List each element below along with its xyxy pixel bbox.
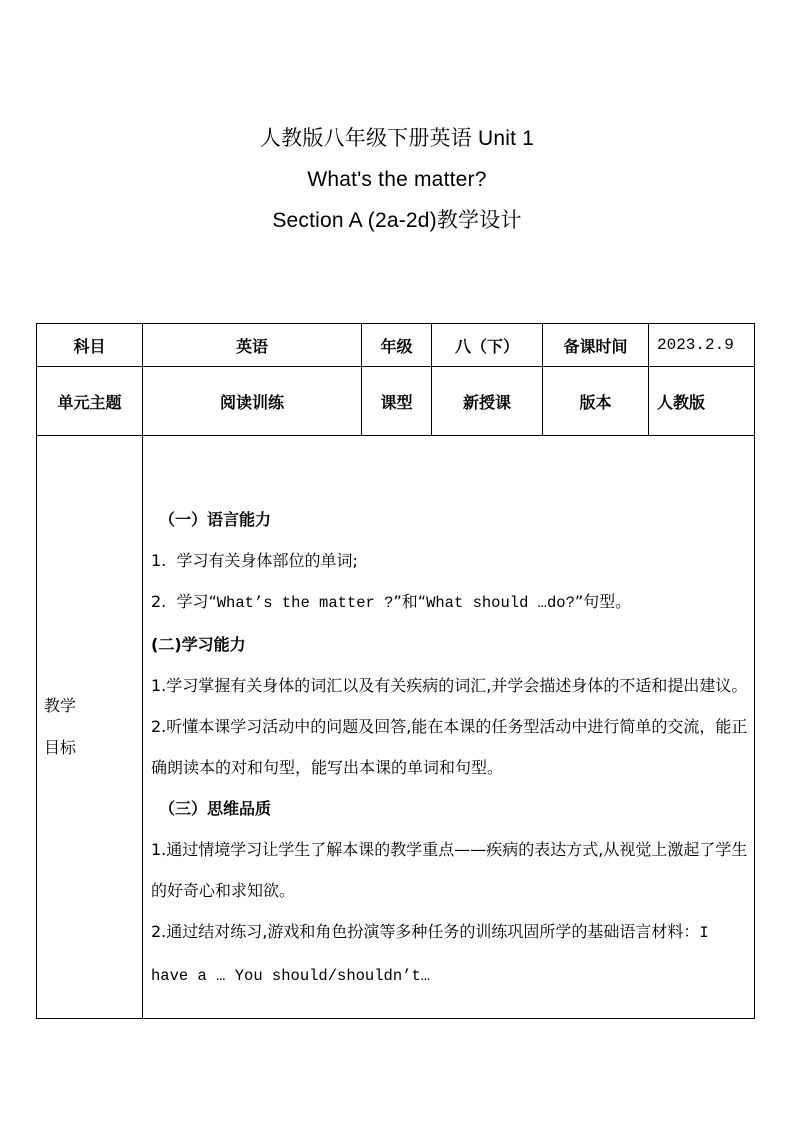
table-row-goals [37,436,755,1019]
title-line-3: Section A (2a-2d)教学设计 [272,209,522,232]
edition-label: 版本 [543,367,649,436]
document-title [0,118,794,241]
teaching-goals-label [37,436,143,1019]
grade-value: 八（下） [432,324,543,367]
list-item: 2.通过结对练习,游戏和角色扮演等多种任务的训练巩固所学的基础语言材料：I have a … You should/shouldn’t… [151,922,709,985]
table-row-basic [37,324,755,367]
list-item: 1.通过情境学习让学生了解本课的教学重点——疾病的表达方式,从视觉上激起了学生的好奇心和求知欲。 [151,840,748,900]
subject-label: 科目 [37,324,143,367]
table-row-unit [37,367,755,436]
list-item: 1. 学习有关身体部位的单词; [151,551,358,570]
grade-label: 年级 [362,324,432,367]
title-line-2: What's the matter? [307,168,487,191]
goals-label-line-1: 教学 [44,696,77,715]
teaching-goals-content [143,436,755,1019]
unit-theme-value: 阅读训练 [143,367,362,436]
title-line-1: 人教版八年级下册英语 Unit 1 [259,127,535,150]
lesson-info-table [36,323,755,1019]
goals-label-line-2: 目标 [44,738,77,757]
lesson-type-label: 课型 [362,367,432,436]
list-item: 2.听懂本课学习活动中的问题及回答,能在本课的任务型活动中进行简单的交流，能正确朗读本的对和句型，能写出本课的单词和句型。 [151,717,748,777]
list-item: 2. 学习“What’s the matter ?”和“What should …do?”句型。 [151,592,632,612]
unit-theme-label: 单元主题 [37,367,143,436]
subject-value: 英语 [143,324,362,367]
section-heading-language: （一）语言能力 [159,510,272,529]
prep-time-label: 备课时间 [543,324,649,367]
list-item: 1.学习掌握有关身体的词汇以及有关疾病的词汇,并学会描述身体的不适和提出建议。 [151,676,748,695]
section-heading-learning: (二)学习能力 [151,635,246,654]
edition-value: 人教版 [649,367,755,436]
lesson-type-value: 新授课 [432,367,543,436]
section-heading-thinking: （三）思维品质 [159,799,272,818]
prep-time-value: 2023.2.9 [649,324,755,367]
